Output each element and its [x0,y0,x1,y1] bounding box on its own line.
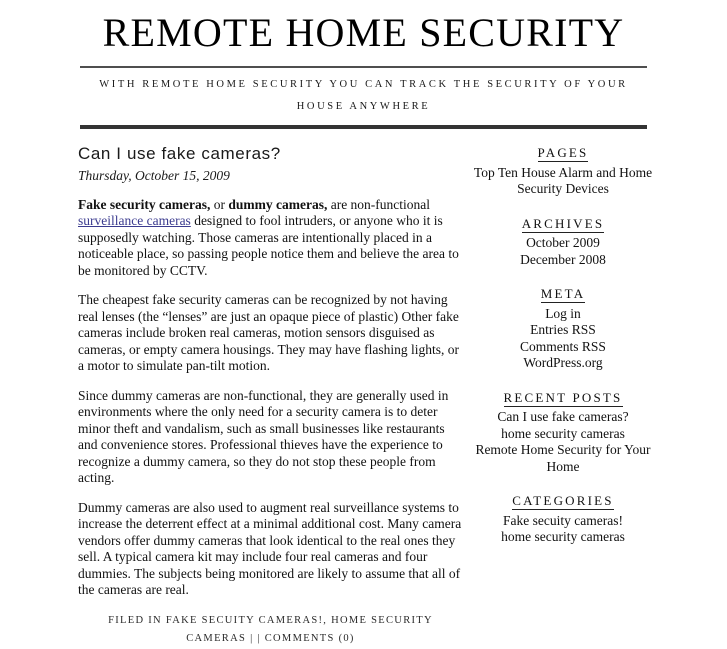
sidebar-item-archive-october-2009[interactable]: October 2009 [526,235,600,251]
sidebar-item-recent-home-security-cameras[interactable]: home security cameras [501,425,625,441]
post-lead-text-2: are non-functional [327,196,431,212]
sidebar-list-pages [470,165,656,198]
sidebar-widget-title-pages: PAGES [537,145,589,161]
post-paragraph-4: Dummy cameras are also used to augment real surveillance systems to increase the deterrent effect at a minimal additional cost. Many camera vendors offer dummy cameras that look identical to the real ones they sell. A typical camera kit may include four real cameras and four dummies. The subjects being monitored are likely to assume that all of the cameras are real. [78,499,462,598]
post-date: Thursday, October 15, 2009 [78,168,230,184]
sidebar-item-archive-december-2008[interactable]: December 2008 [520,251,606,267]
site-header [0,0,727,129]
post-lead-bold-1: Fake security cameras, [78,196,211,212]
post-body [78,197,463,599]
post-meta-filed-in[interactable]: FILED IN FAKE SECUITY CAMERAS!, HOME SECURITY CAMERAS [108,614,433,645]
post-paragraph-1 [78,197,463,280]
site-title: REMOTE HOME SECURITY [102,10,625,55]
post-lead-bold-2: dummy cameras, [228,196,328,212]
site-tagline: WITH REMOTE HOME SECURITY YOU CAN TRACK THE SECURITY OF YOUR HOUSE ANYWHERE [99,79,628,113]
sidebar-item-recent-remote-home-security[interactable]: Remote Home Security for Your Home [475,442,651,474]
sidebar-widget-categories [470,491,656,546]
post-paragraph-3: Since dummy cameras are non-functional, they are generally used in environments where the only need for a security camera is to deter minor theft and vandalism, such as small businesses like restaurants and convenience stores. Professional thieves have the experience to recognize a dummy camera, so they do not stop these people from acting. [78,387,449,486]
post-meta-separator-2: | [257,633,261,645]
sidebar-widget-title-meta: META [540,286,586,302]
post-title: Can I use fake cameras? [78,144,281,164]
sidebar [470,143,656,562]
sidebar-list-archives [470,235,656,268]
header-rules [80,66,647,129]
sidebar-widget-title-archives: ARCHIVES [521,215,605,231]
main-content [78,143,463,649]
sidebar-item-page-top-ten[interactable]: Top Ten House Alarm and Home Security Devices [473,164,653,197]
sidebar-widget-archives [470,214,656,269]
sidebar-list-categories [470,513,656,546]
header-rule-bottom [80,125,647,129]
sidebar-widget-meta [470,284,656,372]
sidebar-item-meta-log-in[interactable]: Log in [545,305,581,321]
sidebar-widget-pages [470,143,656,198]
sidebar-item-meta-wordpress-org[interactable]: WordPress.org [523,355,603,371]
surveillance-cameras-link[interactable]: surveillance cameras [78,213,191,229]
post-paragraph-2: The cheapest fake security cameras can be recognized by not having real lenses (the “lenses” are just an opaque piece of plastic) Other fake cameras include broken real cameras, motion sensors disguised as cameras, or empty camera housings. They may have flashing lights, or a motor to simulate pan-tilt motion. [78,292,460,374]
post-paragraph-1-rest: designed to fool intruders, or anyone who it is supposedly watching. Those cameras are intentionally placed in a noticeable place, so passing people notice them and believe the area to be monitored by CCTV. [78,213,459,278]
post-meta-comments[interactable]: COMMENTS (0) [264,633,355,645]
sidebar-item-meta-comments-rss[interactable]: Comments RSS [520,338,606,354]
sidebar-item-meta-entries-rss[interactable]: Entries RSS [530,322,596,338]
sidebar-item-recent-fake-cameras[interactable]: Can I use fake cameras? [497,409,629,425]
post-meta-separator-1: | [250,633,254,645]
sidebar-list-recent-posts [470,409,656,475]
sidebar-widget-title-recent-posts: RECENT POSTS [503,389,623,405]
sidebar-item-category-home-security-cameras[interactable]: home security cameras [501,529,625,545]
post-meta [78,612,463,649]
sidebar-item-category-fake-secuity-cameras[interactable]: Fake secuity cameras! [503,512,623,528]
post-lead-text-1: or [210,196,229,212]
sidebar-list-meta [470,306,656,372]
sidebar-widget-title-categories: CATEGORIES [512,493,614,509]
sidebar-widget-recent-posts [470,388,656,476]
